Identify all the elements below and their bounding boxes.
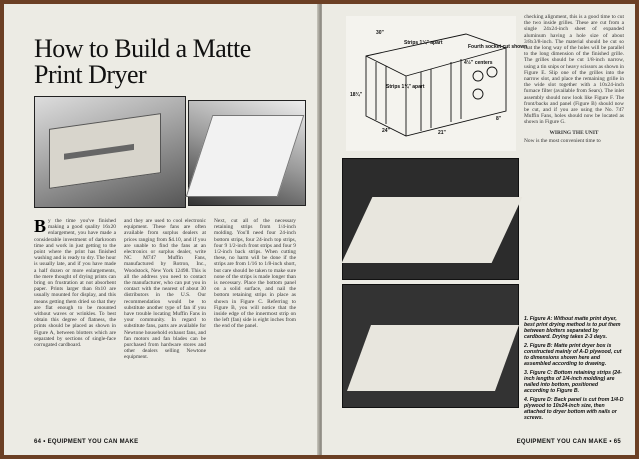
right-text-column [524, 14, 624, 144]
right-folio: EQUIPMENT YOU CAN MAKE • 65 [516, 439, 621, 445]
label-strips-apart-2: Strips 1¼" apart [386, 84, 425, 90]
box-line-drawing [346, 16, 516, 151]
column-1-text: y the time you've finished making a good quality 16x20 enlargement, you have made a considerable investment of darkroom time and work in just getting to the point where the print has finished washing and is ready to dry. The hour is usually late, and if you have made a half dozen or more enlargements, the mere thought of drying prints can bring on frustration at not absorbent paper. Prints larger than 8x10 are usually mounted for display, and this means getting them dried so that they are flat enough to be mounted without waves or wrinkles. To best obtain this degree of flatness, the prints should be placed as shown in Figure A, between blotters which are separated by sections of single-face corrugated cardboard. [34, 218, 116, 349]
figure-captions [524, 316, 624, 424]
right-page [322, 4, 635, 455]
text-column-3: Next, cut all of the necessary retaining strips from 1/4-inch molding. You'll need four 24-inch bottom strips, four 24-inch top strips, four 9 1/2-inch front strips and four 9 1/2-inch back strips. When cutting these, no harm will be done if the strips are from 1/16 to 1/8-inch short, but care should be taken to make sure none of the strips is made longer than is necessary. Place the bottom panel on a solid surface, and nail the bottom retaining strips in place as shown in Figure C. Referring to Figure B, you will notice that the inside edge of the innermost strip on the left (fan) side is eight inches from the end of the panel. [214, 218, 296, 330]
photo-blotter-tray [188, 100, 306, 206]
text-column-1 [34, 218, 116, 348]
text-column-2: and they are used to cool electronic equipment. These fans are often available from surplus dealers at prices ranging from $4.10, and if you are unable to find the fans at an electronics or surplus dealer, write NC M747 Muffin Fans, manufactured by Rotron, Inc., Woodstock, New York 12498. This is all the address you need to contact the manufacturer, who can put you in contact with the nearest of about 30 distributors in the U.S. Our recommendation would be to substitute another type of fan if you have trouble locating Muffin Fans in your community. In regard to substitute fans, parts are available for Newtone household exhaust fans, and fan motors and fan blades can be purchased from hardware stores and other dealers selling Newtone equipment. [124, 218, 206, 361]
caption-2: 2. Figure B: Matte print dryer box is constructed mainly of A-D plywood, cut to dimensions shown here and assembled according to drawing. [524, 343, 622, 367]
left-page [4, 4, 319, 455]
label-dim-18: 18¾" [350, 92, 363, 98]
figure-b-diagram [346, 16, 528, 151]
photo-dryer-box [34, 96, 186, 208]
dryer-box-illustration [49, 113, 161, 189]
label-dim-30: 30" [376, 30, 384, 36]
label-dim-24: 24" [382, 128, 390, 134]
back-panel-board [347, 325, 519, 391]
label-dim-21: 21" [438, 130, 446, 136]
left-folio: 64 • EQUIPMENT YOU CAN MAKE [34, 439, 139, 445]
wiring-heading: WIRING THE UNIT [549, 129, 599, 136]
label-fourth-socket: Fourth socket cut shown [468, 44, 528, 50]
panel-board [342, 197, 523, 263]
right-body-text: checking alignment, this is a good time to cut the two inside grilles. These are cut from a single 24x24-inch sheet of expanded aluminum having a hole size of about 3/8x3/8-inch. The material should be cut so that the long way of the holes will be parallel to the long dimension of the finished grille. The grilles should be cut 1/8-inch narrow, using a tin snips or heavy scissors as shown in Figure E. Slip one of the grilles into the narrow slot, and place the remaining grille in the wide slot together with a 10x24-inch furnace filter (available from Sears). The inlet assembly should now look like Figure F. The front/backs and panel (Figure B) should now be cut, and if you are using the No. 747 Muffin Fans, holes should now be located as shown in Figure G. [524, 14, 624, 126]
article-title: How to Build a Matte Print Dryer [34, 34, 251, 89]
caption-3: 3. Figure C: Bottom retaining strips (24-inch lengths of 1/4-inch molding) are nailed into bottom, positioned according to Figure B. [524, 370, 622, 394]
photo-back-panel [342, 284, 519, 408]
photo-retaining-strips [342, 158, 519, 280]
magazine-spread [4, 4, 635, 455]
drop-cap: B [34, 216, 47, 236]
wiring-text: Now is the most convenient time to [524, 137, 601, 144]
label-dim-4half: 4½" centers [464, 60, 493, 66]
caption-4: 4. Figure D: Back panel is cut from 1/4-D plywood to 10x24-inch size, then attached to dryer bottom with nails or screws. [524, 397, 624, 421]
blotter-tray-illustration [186, 115, 305, 197]
label-dim-8: 8" [496, 116, 502, 122]
label-strips-apart: Strips 1¼" apart [404, 40, 443, 46]
caption-1: 1. Figure A: Without matte print dryer, best print drying method is to put them between blotters separated by cardboard. Drying takes 2-3 days. [524, 316, 621, 340]
